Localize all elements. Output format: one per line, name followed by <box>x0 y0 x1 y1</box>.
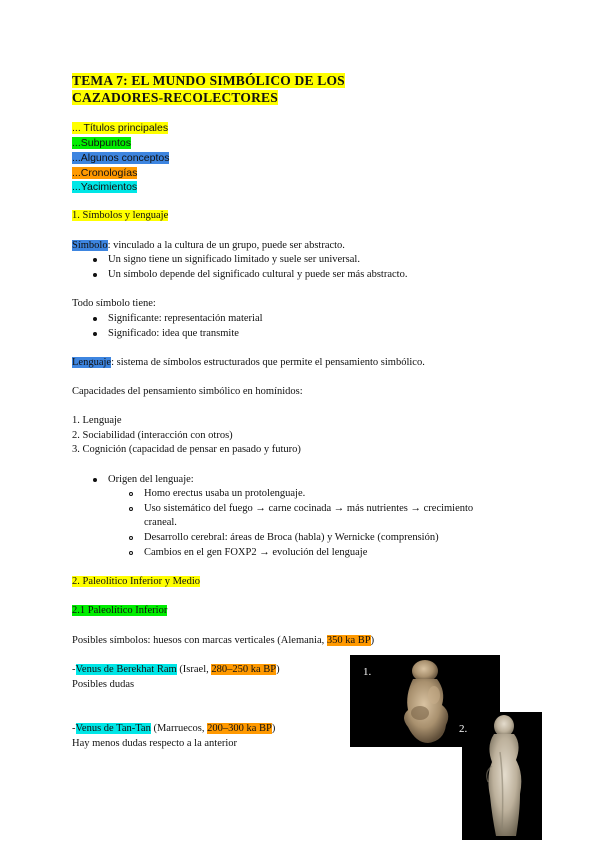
document-title <box>72 72 345 106</box>
circle-bullet-icon <box>129 507 133 511</box>
numbered-item: 2. Sociabilidad (interacción con otros) <box>72 430 233 441</box>
sub-list-item-continuation: craneal. <box>144 517 177 528</box>
bullet-icon <box>93 478 97 482</box>
sub-list-item: Desarrollo cerebral: áreas de Broca (habla) y Wernicke (comprensión) <box>144 532 439 543</box>
figure-label: 2. <box>459 723 468 735</box>
subsection-heading-2-1: 2.1 Paleolítico Inferior <box>72 605 168 616</box>
legend-item-chronologies: ...Cronologías <box>72 167 138 179</box>
definition-simbolo: Símbolo: vinculado a la cultura de un grupo, puede ser abstracto. <box>72 240 345 251</box>
list-item: Significado: idea que transmite <box>108 328 239 339</box>
bullet-icon <box>93 258 97 262</box>
list-item: Significante: representación material <box>108 313 263 324</box>
bullet-icon <box>93 332 97 336</box>
figurine-image <box>462 712 542 840</box>
definition-lenguaje: Lenguaje: sistema de símbolos estructurados que permite el pensamiento simbólico. <box>72 357 425 368</box>
site-tan-tan-note: Hay menos dudas respecto a la anterior <box>72 738 238 749</box>
legend-item-subpoints: ...Subpuntos <box>72 137 131 149</box>
section-heading-2: 2. Paleolítico Inferior y Medio <box>72 576 201 587</box>
list-item: Un símbolo depende del significado cultural y puede ser más abstracto. <box>108 269 408 280</box>
circle-bullet-icon <box>129 551 133 555</box>
numbered-item: 1. Lenguaje <box>72 415 122 426</box>
title-line-2: CAZADORES-RECOLECTORES <box>72 90 278 105</box>
paragraph-capacidades: Capacidades del pensamiento simbólico en homínidos: <box>72 386 303 397</box>
circle-bullet-icon <box>129 536 133 540</box>
sub-list-item: Cambios en el gen FOXP2 → evolución del lenguaje <box>144 547 368 558</box>
sub-list-item: Homo erectus usaba un protolenguaje. <box>144 488 306 499</box>
list-item: Un signo tiene un significado limitado y suele ser universal. <box>108 254 360 265</box>
sub-list-item: Uso sistemático del fuego → carne cocinada → más nutrientes → crecimiento <box>144 503 474 514</box>
legend-item-concepts: ...Algunos conceptos <box>72 152 170 164</box>
bullet-icon <box>93 317 97 321</box>
paragraph-todo-simbolo: Todo símbolo tiene: <box>72 298 156 309</box>
list-item: Origen del lenguaje: <box>108 474 194 485</box>
figure-label: 1. <box>363 666 372 678</box>
bullet-icon <box>93 273 97 277</box>
site-berekhat-ram-note: Posibles dudas <box>72 679 135 690</box>
section-heading-1: 1. Símbolos y lenguaje <box>72 210 169 221</box>
legend-item-sites: ...Yacimientos <box>72 181 138 193</box>
figure-venus-tan-tan <box>459 712 542 840</box>
site-berekhat-ram: -Venus de Berekhat Ram (Israel, 280–250 ka BP) <box>72 664 280 675</box>
circle-bullet-icon <box>129 492 133 496</box>
numbered-item: 3. Cognición (capacidad de pensar en pasado y futuro) <box>72 444 301 455</box>
title-line-1: TEMA 7: EL MUNDO SIMBÓLICO DE LOS <box>72 73 345 88</box>
site-tan-tan: -Venus de Tan-Tan (Marruecos, 200–300 ka BP) <box>72 723 276 734</box>
legend-item-titles: ... Títulos principales <box>72 122 169 134</box>
paragraph-posibles-simbolos: Posibles símbolos: huesos con marcas verticales (Alemania, 350 ka BP) <box>72 635 375 646</box>
